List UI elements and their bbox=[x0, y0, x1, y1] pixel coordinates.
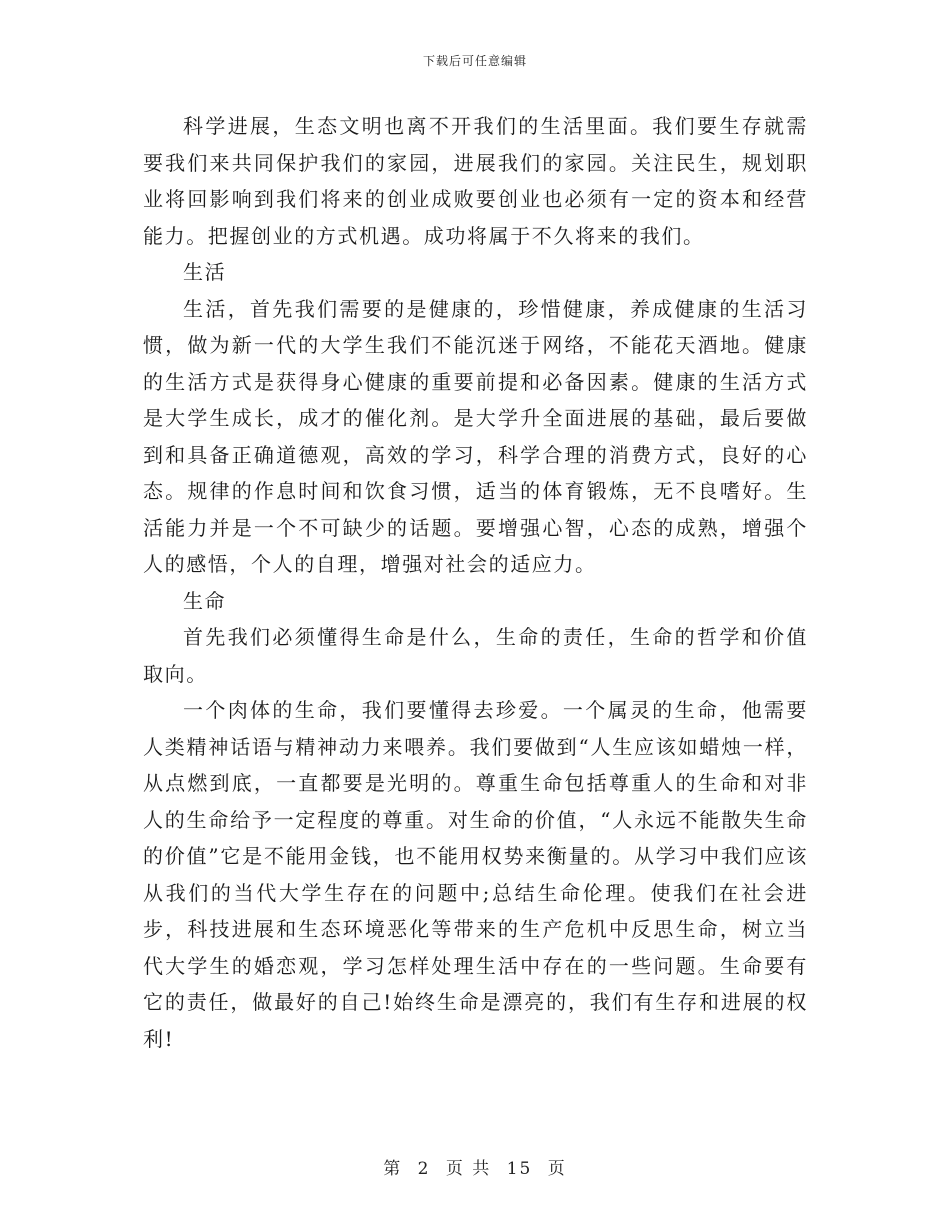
paragraph-meaning-of-life: 首先我们必须懂得生命是什么，生命的责任，生命的哲学和价值取向。 bbox=[143, 625, 808, 686]
document-body bbox=[143, 108, 808, 1057]
paragraph-value-of-life: 一个肉体的生命，我们要懂得去珍爱。一个属灵的生命，他需要人类精神话语与精神动力来喂养。我们要做到“人生应该如蜡烛一样，从点燃到底，一直都要是光明的。尊重生命包括尊重人的生命和对非人的生命给予一定程度的尊重。对生命的价值，“人永远不能散失生命的价值”它是不能用金钱，也不能用权势来衡量的。从学习中我们应该从我们的当代大学生存在的问题中;总结生命伦理。使我们在社会进步，科技进展和生态环境恶化等带来的生产危机中反思生命，树立当代大学生的婚恋观，学习怎样处理生活中存在的一些问题。生命要有它的责任，做最好的自己!始终生命是漂亮的，我们有生存和进展的权利! bbox=[143, 698, 808, 1051]
section-heading-life: 生活 bbox=[183, 260, 227, 284]
footer-suffix: 页 bbox=[547, 1159, 567, 1179]
paragraph-life: 生活，首先我们需要的是健康的，珍惜健康，养成健康的生活习惯，做为新一代的大学生我们不能沉迷于网络，不能花天酒地。健康的生活方式是获得身心健康的重要前提和必备因素。健康的生活方式是大学生成长，成才的催化剂。是大学升全面进展的基础，最后要做到和具备正确道德观，高效的学习，科学合理的消费方式，良好的心态。规律的作息时间和饮食习惯，适当的体育锻炼，无不良嗜好。生活能力并是一个不可缺少的话题。要增强心智，心态的成熟，增强个人的感悟，个人的自理，增强对社会的适应力。 bbox=[143, 296, 808, 576]
footer-page-number: 2 bbox=[417, 1159, 431, 1179]
paragraph-science: 科学进展，生态文明也离不开我们的生活里面。我们要生存就需要我们来共同保护我们的家园，进展我们的家园。关注民生，规划职业将回影响到我们将来的创业成败要创业也必须有一定的资本和经营能力。把握创业的方式机遇。成功将属于不久将来的我们。 bbox=[143, 114, 808, 248]
page-footer bbox=[0, 1154, 950, 1179]
page-header: 下载后可任意编辑 bbox=[422, 54, 527, 68]
footer-total-pages: 15 bbox=[506, 1159, 533, 1179]
footer-middle: 页 共 bbox=[445, 1159, 492, 1179]
section-heading-vitality: 生命 bbox=[183, 588, 227, 613]
footer-prefix: 第 bbox=[383, 1159, 403, 1179]
